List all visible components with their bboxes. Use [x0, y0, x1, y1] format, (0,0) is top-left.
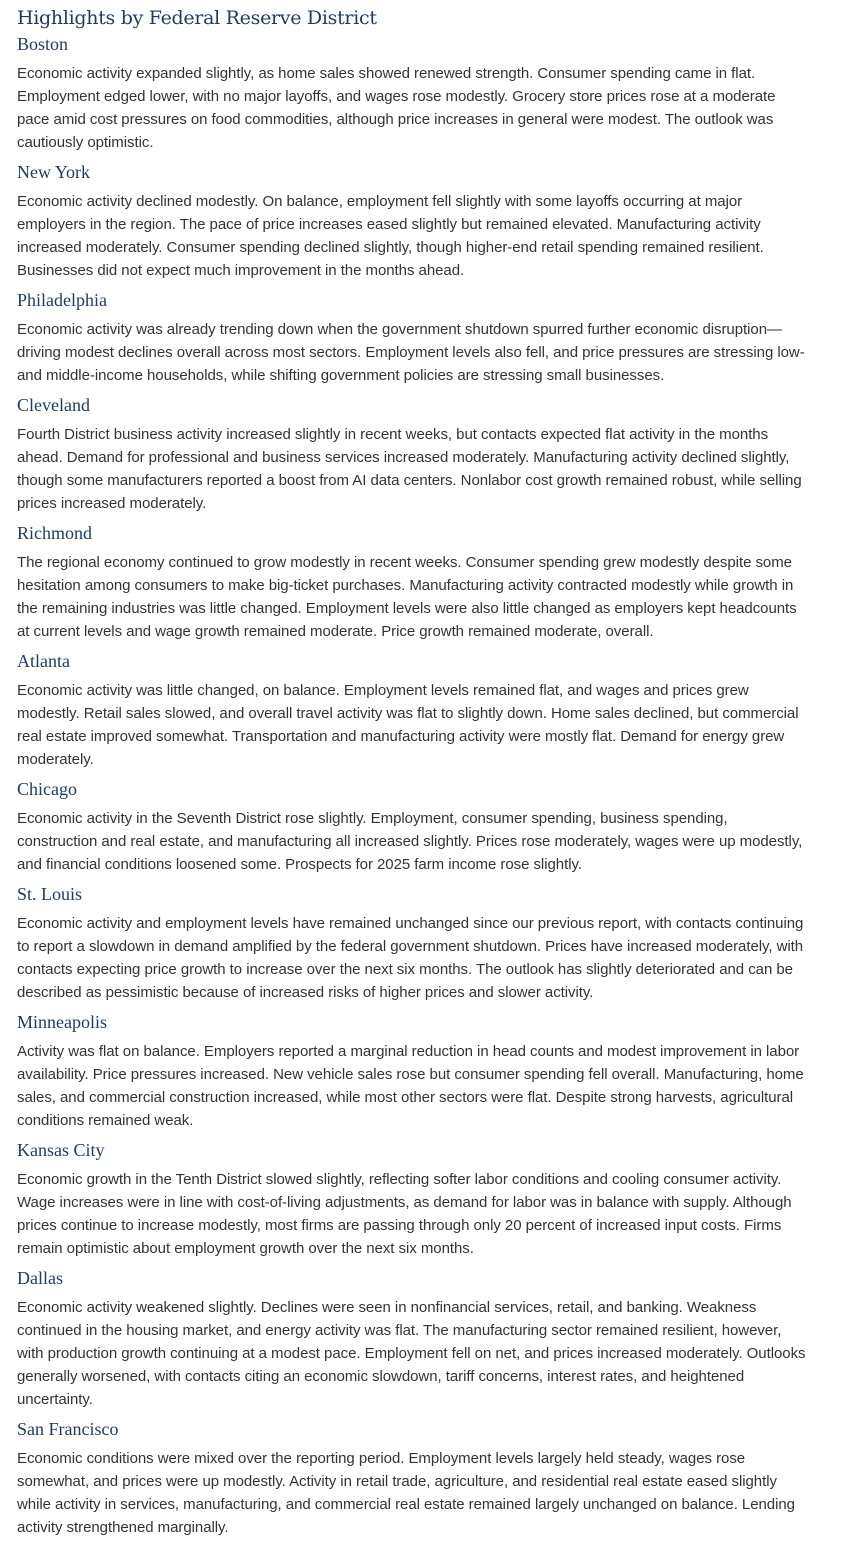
summary-line: moderately. [17, 751, 94, 768]
district-summary [17, 1447, 862, 1539]
district-section [17, 1417, 862, 1539]
district-heading: Philadelphia [17, 290, 107, 310]
summary-line: at current levels and wage growth remained moderate. Price growth remained moderate, overall. [17, 623, 654, 640]
summary-line: Businesses did not expect much improvement in the months ahead. [17, 262, 465, 279]
district-section [17, 160, 862, 282]
district-section [17, 1138, 862, 1260]
summary-line: prices continue to increase modestly, most firms are passing through only 20 percent of increased input costs. Firms [17, 1217, 782, 1234]
district-summary [17, 1040, 862, 1132]
summary-line: conditions remained weak. [17, 1112, 194, 1129]
summary-line: continued in the housing market, and energy activity was flat. The manufacturing sector remained resilient, however, [17, 1322, 782, 1339]
district-summary [17, 551, 862, 643]
district-summary [17, 912, 862, 1004]
summary-line: uncertainty. [17, 1391, 93, 1408]
district-heading: Richmond [17, 523, 92, 543]
summary-line: activity strengthened marginally. [17, 1519, 229, 1536]
district-list [17, 32, 862, 1539]
district-heading: Kansas City [17, 1140, 105, 1160]
summary-line: real estate improved somewhat. Transportation and manufacturing activity were mostly flat. Demand for energy grew [17, 728, 785, 745]
summary-line: Economic activity was little changed, on balance. Employment levels remained flat, and wages and prices grew [17, 682, 749, 699]
district-heading: Cleveland [17, 395, 90, 415]
summary-line: Economic activity weakened slightly. Declines were seen in nonfinancial services, retail, and banking. Weakness [17, 1299, 757, 1316]
summary-line: Economic growth in the Tenth District slowed slightly, reflecting softer labor conditions and cooling consumer activity. [17, 1171, 782, 1188]
summary-line: while activity in services, manufacturing, and commercial real estate remained largely unchanged on balance. Lending [17, 1496, 795, 1513]
district-summary [17, 1168, 862, 1260]
summary-line: availability. Price pressures increased. New vehicle sales rose but consumer spending fell overall. Manufacturing, home [17, 1066, 804, 1083]
district-heading: Boston [17, 34, 69, 54]
district-summary [17, 679, 862, 771]
summary-line: to report a slowdown in demand amplified by the federal government shutdown. Prices have increased moderately, with [17, 938, 804, 955]
summary-line: cautiously optimistic. [17, 134, 154, 151]
district-section [17, 521, 862, 643]
summary-line: hesitation among consumers to make big-ticket purchases. Manufacturing activity contracted modestly while growth in [17, 577, 794, 594]
district-section [17, 649, 862, 771]
district-heading: Minneapolis [17, 1012, 107, 1032]
summary-line: Economic activity was already trending down when the government shutdown spurred further economic disruption— [17, 321, 782, 338]
summary-line: the remaining industries was little changed. Employment levels were also little changed as employers kept headcounts [17, 600, 797, 617]
district-heading: St. Louis [17, 884, 83, 904]
summary-line: and financial conditions loosened some. Prospects for 2025 farm income rose slightly. [17, 856, 582, 873]
summary-line: The regional economy continued to grow modestly in recent weeks. Consumer spending grew modestly despite some [17, 554, 792, 571]
district-summary [17, 318, 862, 387]
district-section [17, 777, 862, 876]
district-heading: New York [17, 162, 91, 182]
summary-line: sales, and commercial construction increased, while most other sectors were flat. Despite strong harvests, agricultural [17, 1089, 794, 1106]
summary-line: Economic activity expanded slightly, as home sales showed renewed strength. Consumer spending came in flat. [17, 65, 756, 82]
summary-line: though some manufacturers reported a boost from AI data centers. Nonlabor cost growth remained robust, while selling [17, 472, 802, 489]
summary-line: generally worsened, with contacts citing an economic slowdown, tariff concerns, interest rates, and heightened [17, 1368, 745, 1385]
summary-line: increased moderately. Consumer spending declined slightly, though higher-end retail spending remained resilient. [17, 239, 764, 256]
summary-line: employers in the region. The pace of price increases eased slightly but remained elevated. Manufacturing activity [17, 216, 761, 233]
summary-line: remain optimistic about employment growth over the next six months. [17, 1240, 474, 1257]
district-summary [17, 62, 862, 154]
summary-line: Employment edged lower, with no major layoffs, and wages rose modestly. Grocery store prices rose at a moderate [17, 88, 776, 105]
highlights-section [17, 0, 862, 1539]
summary-line: Economic activity and employment levels have remained unchanged since our previous report, with contacts continuing [17, 915, 804, 932]
summary-line: and middle-income households, while shifting government policies are stressing small businesses. [17, 367, 665, 384]
summary-line: pace amid cost pressures on food commodities, although price increases in general were modest. The outlook was [17, 111, 774, 128]
summary-line: ahead. Demand for professional and business services increased moderately. Manufacturing activity declined slightly, [17, 449, 790, 466]
district-summary [17, 423, 862, 515]
summary-line: described as pessimistic because of increased risks of higher prices and slower activity. [17, 984, 594, 1001]
summary-line: construction and real estate, and manufacturing all increased slightly. Prices rose moderately, wages were up modestly, [17, 833, 803, 850]
district-section [17, 32, 862, 154]
district-section [17, 393, 862, 515]
summary-line: Economic activity in the Seventh District rose slightly. Employment, consumer spending, business spending, [17, 810, 728, 827]
summary-line: contacts expecting price growth to increase over the next six months. The outlook has slightly deteriorated and can be [17, 961, 793, 978]
summary-line: modestly. Retail sales slowed, and overall travel activity was flat to slightly down. Home sales declined, but commercial [17, 705, 799, 722]
district-summary [17, 1296, 862, 1411]
district-section [17, 288, 862, 387]
summary-line: Fourth District business activity increased slightly in recent weeks, but contacts expected flat activity in the months [17, 426, 769, 443]
district-heading: Atlanta [17, 651, 70, 671]
summary-line: Economic activity declined modestly. On balance, employment fell slightly with some layoffs occurring at major [17, 193, 743, 210]
district-section [17, 1010, 862, 1132]
district-summary [17, 190, 862, 282]
summary-line: Economic conditions were mixed over the reporting period. Employment levels largely held steady, wages rose [17, 1450, 746, 1467]
summary-line: Wage increases were in line with cost-of-living adjustments, as demand for labor was in balance with supply. Although [17, 1194, 792, 1211]
summary-line: Activity was flat on balance. Employers reported a marginal reduction in head counts and modest improvement in labor [17, 1043, 800, 1060]
district-section [17, 882, 862, 1004]
district-summary [17, 807, 862, 876]
summary-line: prices increased moderately. [17, 495, 207, 512]
district-heading: San Francisco [17, 1419, 119, 1439]
district-heading: Dallas [17, 1268, 63, 1288]
summary-line: somewhat, and prices were up modestly. Activity in retail trade, agriculture, and residential real estate eased slightly [17, 1473, 777, 1490]
summary-line: with production growth continuing at a modest pace. Employment fell on net, and prices increased moderately. Outlooks [17, 1345, 806, 1362]
district-section [17, 1266, 862, 1411]
summary-line: driving modest declines overall across most sectors. Employment levels also fell, and price pressures are stressing low- [17, 344, 805, 361]
page-title: Highlights by Federal Reserve District [17, 7, 377, 29]
district-heading: Chicago [17, 779, 77, 799]
